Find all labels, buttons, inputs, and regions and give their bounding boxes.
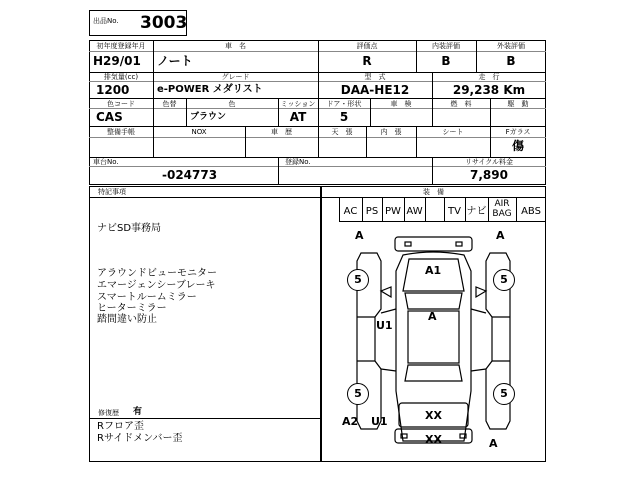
- exterior-score-value: B: [506, 54, 516, 68]
- roof-liner-label: 天 張: [331, 128, 353, 136]
- registration-label: 登録No.: [285, 158, 311, 166]
- color-code-value: CAS: [96, 110, 123, 124]
- chassis-label: 車台No.: [93, 158, 119, 166]
- model-value: DAA-HE12: [340, 83, 410, 97]
- equip-tv: TV: [448, 206, 461, 217]
- recycle-fee-value: 7,890: [470, 168, 508, 182]
- equip-navi: ナビ: [466, 206, 487, 217]
- equip-abs: ABS: [521, 206, 541, 217]
- transmission-label: ミッション: [280, 100, 316, 108]
- mileage-label: 走 行: [478, 73, 500, 81]
- mark-left-pillar: U1: [376, 319, 393, 332]
- color-code-label: 色コード: [107, 100, 135, 108]
- lot-number-label: 出品No.: [93, 17, 119, 25]
- maintenance-book-label: 整備手帳: [107, 128, 135, 136]
- tire-rear-right: 5: [493, 383, 515, 405]
- option-3: スマートルームミラー: [97, 292, 197, 303]
- mark-hood: A1: [425, 264, 442, 277]
- mark-rear-right: A: [489, 437, 498, 450]
- inspection-label: 車 検: [390, 100, 412, 108]
- mark-trunk: XX: [425, 409, 442, 422]
- option-5: 踏間違い防止: [97, 314, 157, 325]
- mark-roof: A: [428, 310, 437, 323]
- mileage-value: 29,238 Km: [452, 83, 526, 97]
- repair-line-2: Rサイドメンバー歪: [97, 433, 183, 444]
- nox-label: NOX: [191, 128, 207, 136]
- score-value: R: [362, 54, 372, 68]
- equip-ac: AC: [343, 206, 358, 217]
- mark-front-right: A: [496, 229, 505, 242]
- chassis-value: -024773: [162, 168, 218, 182]
- first-reg-label: 初年度登録年月: [96, 42, 146, 50]
- color-value: ブラウン: [190, 112, 227, 122]
- displacement-value: 1200: [96, 83, 130, 97]
- grade-label: グレード: [221, 73, 250, 81]
- option-2: エマージェンシーブレーキ: [97, 280, 216, 291]
- tire-front-left: 5: [347, 269, 369, 291]
- mark-front-left: A: [355, 229, 364, 242]
- tire-front-right: 5: [493, 269, 515, 291]
- mark-rear-left-u: U1: [371, 415, 388, 428]
- remarks-title: 特記事項: [98, 188, 126, 196]
- equip-airbag: AIR BAG: [492, 199, 512, 219]
- doors-value: 5: [339, 110, 349, 124]
- equip-aw: AW: [406, 206, 423, 217]
- mark-rear-left-a: A2: [342, 415, 359, 428]
- history-label: 車 歴: [271, 128, 292, 136]
- interior-score-value: B: [441, 54, 451, 68]
- interior-trim-label: 内 張: [380, 128, 402, 136]
- first-reg-value: H29/01: [93, 54, 141, 68]
- repair-history-value: 有: [133, 407, 143, 417]
- drive-label: 駆 動: [507, 100, 529, 108]
- car-name-label: 車 名: [225, 42, 246, 50]
- exterior-score-label: 外装評価: [497, 42, 525, 50]
- car-name-value: ノート: [157, 54, 193, 68]
- mark-rear-bumper: XX: [425, 433, 442, 446]
- grade-value: e-POWER メダリスト: [157, 84, 263, 95]
- recycle-fee-label: リサイクル料金: [464, 158, 514, 166]
- equip-ps: PS: [365, 206, 379, 217]
- front-glass-value: 傷: [511, 139, 524, 153]
- color-change-label: 色替: [162, 100, 177, 108]
- transmission-value: AT: [289, 110, 307, 124]
- option-1: アラウンドビューモニター: [97, 268, 217, 279]
- seat-label: シート: [442, 128, 464, 136]
- lot-number: 3003: [140, 13, 188, 33]
- doors-label: ドア・形状: [326, 100, 362, 108]
- equipment-title: 装 備: [423, 188, 444, 196]
- score-label: 評価点: [356, 42, 378, 50]
- front-glass-label: Fガラス: [505, 128, 531, 136]
- tire-rear-left: 5: [347, 383, 369, 405]
- equip-pw: PW: [385, 206, 401, 217]
- remarks-line-1: ナビSD事務局: [97, 223, 162, 234]
- fuel-label: 燃 料: [450, 100, 472, 108]
- repair-line-1: Rフロア歪: [97, 421, 144, 432]
- option-4: ヒーターミラー: [97, 303, 167, 314]
- color-label: 色: [228, 100, 236, 108]
- interior-score-label: 内装評価: [432, 42, 460, 50]
- repair-history-label: 修復歴: [98, 409, 119, 417]
- model-label: 型 式: [364, 73, 386, 81]
- displacement-label: 排気量(cc): [103, 73, 139, 81]
